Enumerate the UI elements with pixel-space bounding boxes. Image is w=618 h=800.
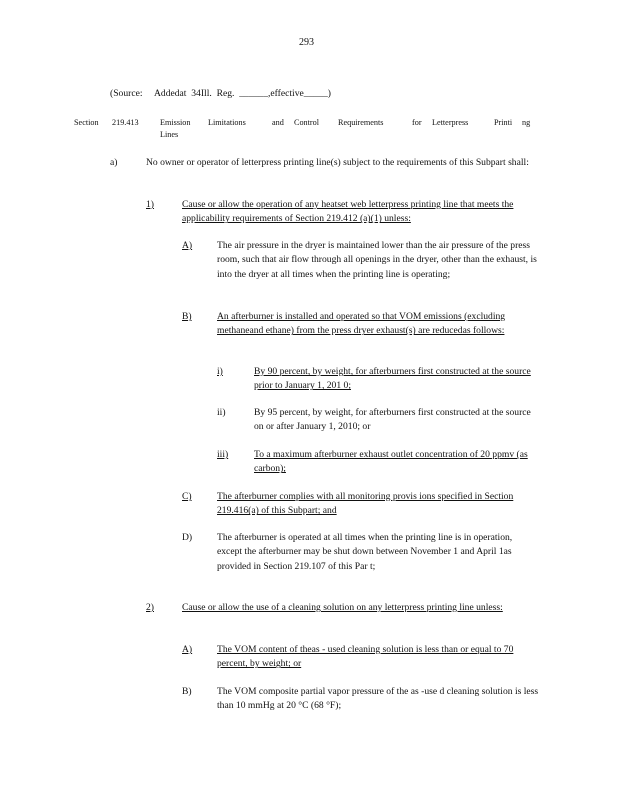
item-1B-ii-text: By 95 percent, by weight, for afterburners first constructed at the source on or after January 1, 2010; or: [254, 407, 531, 433]
section-title-word: Limitations: [208, 118, 246, 127]
item-1B-i-text: By 90 percent, by weight, for afterburners first constructed at the source prior to January 1, 201 0;: [254, 366, 531, 392]
page-number: 293: [299, 37, 314, 48]
section-label: Section: [74, 118, 99, 127]
item-1B-label: B): [182, 311, 192, 322]
item-1C-label: C): [182, 491, 192, 502]
item-1-label: 1): [146, 199, 154, 210]
item-1A-text: The air pressure in the dryer is maintained lower than the air pressure of the press room, such that air flow through all openings in the dryer, other than the exhaust, is into the dryer at all times when the printing line is operating;: [217, 240, 537, 280]
item-1B-iii-text: To a maximum afterburner exhaust outlet concentration of 20 ppmv (as carbon);: [254, 449, 528, 475]
item-2B-label: B): [182, 686, 192, 697]
section-title-word: Requirements: [338, 118, 384, 127]
item-2A-text: The VOM content of theas - used cleaning solution is less than or equal to 70 percent, by weight; or: [217, 644, 514, 670]
item-1B-i-label: i): [217, 366, 223, 377]
section-title-word: and: [272, 118, 284, 127]
section-title-word: Printi: [494, 118, 513, 127]
item-1B-ii-label: ii): [217, 407, 226, 418]
item-1-text: Cause or allow the operation of any heatset web letterpress printing line that meets the applicability requirements of Section 219.412 (a)(1) unless:: [182, 199, 514, 225]
item-2-label: 2): [146, 602, 154, 613]
source-note: (Source: Addedat 34Ill. Reg. ______,effective_____): [110, 88, 331, 99]
section-title-word: for: [412, 118, 422, 127]
item-2-text: Cause or allow the use of a cleaning solution on any letterpress printing line unless:: [182, 602, 503, 613]
item-1D-text: The afterburner is operated at all times when the printing line is in operation, except the afterburner may be shut down between November 1 and April 1as provided in Section 219.107 of this Par t;: [217, 532, 513, 572]
section-title-word: ng: [522, 118, 531, 127]
section-title-continued: Lines: [160, 130, 179, 139]
section-title-word: Control: [294, 118, 320, 127]
subsection-a-text: No owner or operator of letterpress printing line(s) subject to the requirements of this Subpart shall:: [146, 157, 529, 168]
item-2A-label: A): [182, 644, 193, 655]
item-1C-text: The afterburner complies with all monitoring provis ions specified in Section 219.416(a) of this Subpart; and: [217, 491, 514, 517]
item-1B-iii-label: iii): [217, 449, 229, 460]
item-2B-text: The VOM composite partial vapor pressure of the as -use d cleaning solution is less than 10 mmHg at 20 °C (68 °F);: [217, 686, 539, 712]
subsection-a-label: a): [110, 157, 118, 168]
item-1D-label: D): [182, 532, 193, 543]
section-title-word: Letterpress: [432, 118, 469, 127]
item-1B-text: An afterburner is installed and operated so that VOM emissions (excluding methaneand ethane) from the press dryer exhaust(s) are reducedas follows:: [217, 311, 506, 337]
section-number: 219.413: [112, 118, 139, 127]
item-1A-label: A): [182, 240, 193, 251]
section-title-word: Emission: [160, 118, 191, 127]
